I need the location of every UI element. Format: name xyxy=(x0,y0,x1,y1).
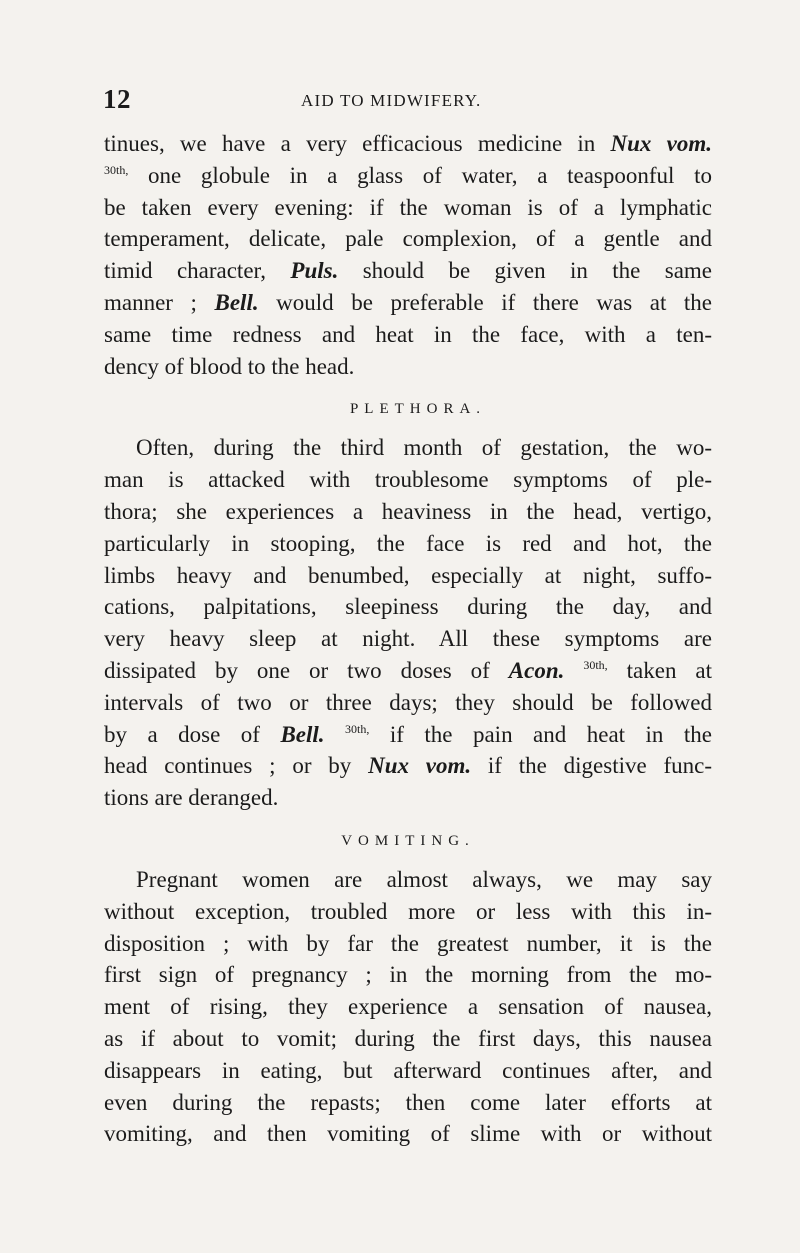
text-line: head continues ; or by Nux vom. if the digestive func- xyxy=(104,753,713,779)
text-line: without exception, troubled more or less with this in- xyxy=(104,898,712,924)
text-line: as if about to vomit; during the first days, this nausea xyxy=(104,1025,712,1051)
text-line: disposition ; with by far the greatest number, it is the xyxy=(104,930,712,956)
text-line: manner ; Bell. would be preferable if there was at the xyxy=(104,289,712,315)
text-line: dissipated by one or two doses of Acon. $^{30th,}$ taken at xyxy=(104,657,712,683)
text-line: be taken every evening: if the woman is of a lymphatic xyxy=(104,194,712,220)
paragraph-plethora xyxy=(104,432,712,814)
text-line: limbs heavy and benumbed, especially at night, suffo- xyxy=(104,562,712,588)
text-line: Pregnant women are almost always, we may say xyxy=(136,866,712,892)
section-heading-vomiting: VOMITING. xyxy=(341,832,475,849)
text-line: particularly in stooping, the face is red and hot, the xyxy=(104,530,712,556)
text-line: man is attacked with troublesome symptoms of ple- xyxy=(104,467,712,493)
body-text xyxy=(104,128,712,1150)
page-number: 12 xyxy=(103,84,131,114)
text-line: same time redness and heat in the face, with a ten- xyxy=(104,321,712,347)
page-header xyxy=(103,84,723,114)
paragraph-vomiting xyxy=(104,864,712,1150)
text-line: tinues, we have a very efficacious medicine in Nux vom. xyxy=(104,131,713,156)
text-line: dency of blood to the head. xyxy=(104,353,355,379)
section-heading-plethora: PLETHORA. xyxy=(349,401,487,418)
text-line: intervals of two or three days; they should be followed xyxy=(104,689,712,715)
remedy-name: Nux vom. xyxy=(368,753,472,779)
remedy-name: Acon. xyxy=(508,657,565,683)
text-line: disappears in eating, but afterward continues after, and xyxy=(104,1057,712,1083)
potency-superscript: 30th, xyxy=(583,657,608,672)
text-line: ment of rising, they experience a sensation of nausea, xyxy=(104,994,712,1020)
text-line: tions are deranged. xyxy=(104,785,279,811)
remedy-name: Puls. xyxy=(290,258,339,284)
text-line: $^{30th,}$ one globule in a glass of water, a teaspoonful to xyxy=(104,162,712,188)
text-line: thora; she experiences a heaviness in the head, vertigo, xyxy=(104,498,712,524)
running-head: AID TO MIDWIFERY. xyxy=(301,91,482,110)
potency-superscript: 30th, xyxy=(345,721,370,736)
text-line: timid character, Puls. should be given in the same xyxy=(104,258,712,284)
remedy-name: Bell. xyxy=(214,289,259,315)
potency-superscript: 30th, xyxy=(104,162,129,177)
remedy-name: Bell. xyxy=(280,721,325,747)
text-line: by a dose of Bell. $^{30th,}$ if the pain and heat in the xyxy=(104,721,712,747)
text-line: very heavy sleep at night. All these symptoms are xyxy=(104,626,712,652)
text-line: cations, palpitations, sleepiness during the day, and xyxy=(104,594,712,620)
text-line: even during the repasts; then come later efforts at xyxy=(104,1089,712,1115)
text-line: Often, during the third month of gestation, the wo- xyxy=(136,435,712,461)
text-line: first sign of pregnancy ; in the morning from the mo- xyxy=(104,962,712,988)
paragraph-continuation xyxy=(104,128,712,382)
remedy-name: Nux vom. xyxy=(610,131,713,156)
text-line: temperament, delicate, pale complexion, of a gentle and xyxy=(104,226,712,252)
text-line: vomiting, and then vomiting of slime with or without xyxy=(104,1121,712,1147)
